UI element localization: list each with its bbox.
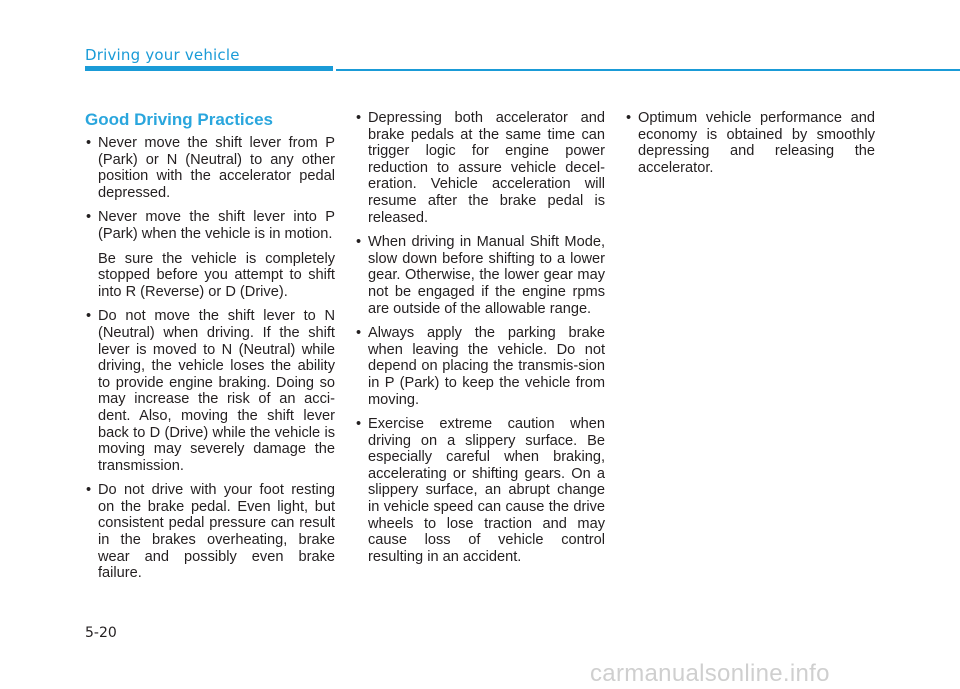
bullet-paragraph: Be sure the vehicle is completely stopped before you attempt to shift into R (Reverse) or D (Drive). [98, 250, 335, 300]
text-column-1 [85, 135, 335, 590]
bullet-item [355, 234, 605, 317]
bullet-item [85, 308, 335, 474]
bullet-item [85, 482, 335, 582]
bullet-paragraph: • Do not move the shift lever to N (Neutral) when driving. If the shift lever is moved to N (Neutral) while driving, the vehicle loses the ability to provide engine braking. Doing so may increase the risk of an acci-dent. Also, moving the shift lever back to D (Drive) while the vehicle is moving may severely damage the transmission. [98, 308, 335, 474]
bullet-paragraph: • Depressing both accelerator and brake pedals at the same time can trigger logic for engine power reduction to assure vehicle decel-eration. Vehicle acceleration will resume after the brake pedal is released. [368, 110, 605, 226]
bullet-paragraph: • Never move the shift lever from P (Park) or N (Neutral) to any other position with the accelerator pedal depressed. [98, 135, 335, 201]
text-column-3 [625, 110, 875, 184]
bullet-paragraph: • Exercise extreme caution when driving on a slippery surface. Be especially careful when braking, accelerating or shifting gears. On a slippery surface, an abrupt change in vehicle speed can cause the drive wheels to lose traction and may cause loss of vehicle control resulting in an accident. [368, 416, 605, 565]
bullet-item [355, 325, 605, 408]
text-column-2 [355, 110, 605, 573]
bullet-paragraph: • Never move the shift lever into P (Park) when the vehicle is in motion. [98, 209, 335, 242]
section-title: Good Driving Practices [85, 110, 273, 129]
bullet-paragraph: • Optimum vehicle performance and economy is obtained by smoothly depressing and releasing the accelerator. [638, 110, 875, 176]
bullet-paragraph: • When driving in Manual Shift Mode, slow down before shifting to a lower gear. Otherwise, the lower gear may not be engaged if the engine rpms are outside of the allowable range. [368, 234, 605, 317]
bullet-item [355, 416, 605, 565]
chapter-header-title: Driving your vehicle [85, 46, 240, 64]
page-number: 5-20 [85, 625, 117, 641]
bullet-paragraph: • Do not drive with your foot resting on the brake pedal. Even light, but consistent pedal pressure can result in the brakes overheating, brake wear and possibly even brake failure. [98, 482, 335, 582]
bullet-item [355, 110, 605, 226]
header-rule-thin [336, 69, 960, 71]
bullet-item [625, 110, 875, 176]
watermark: carmanualsonline.info [590, 660, 830, 687]
bullet-item [85, 209, 335, 300]
header-rule-thick [85, 66, 333, 71]
bullet-item [85, 135, 335, 201]
bullet-paragraph: • Always apply the parking brake when leaving the vehicle. Do not depend on placing the transmis-sion in P (Park) to keep the vehicle from moving. [368, 325, 605, 408]
